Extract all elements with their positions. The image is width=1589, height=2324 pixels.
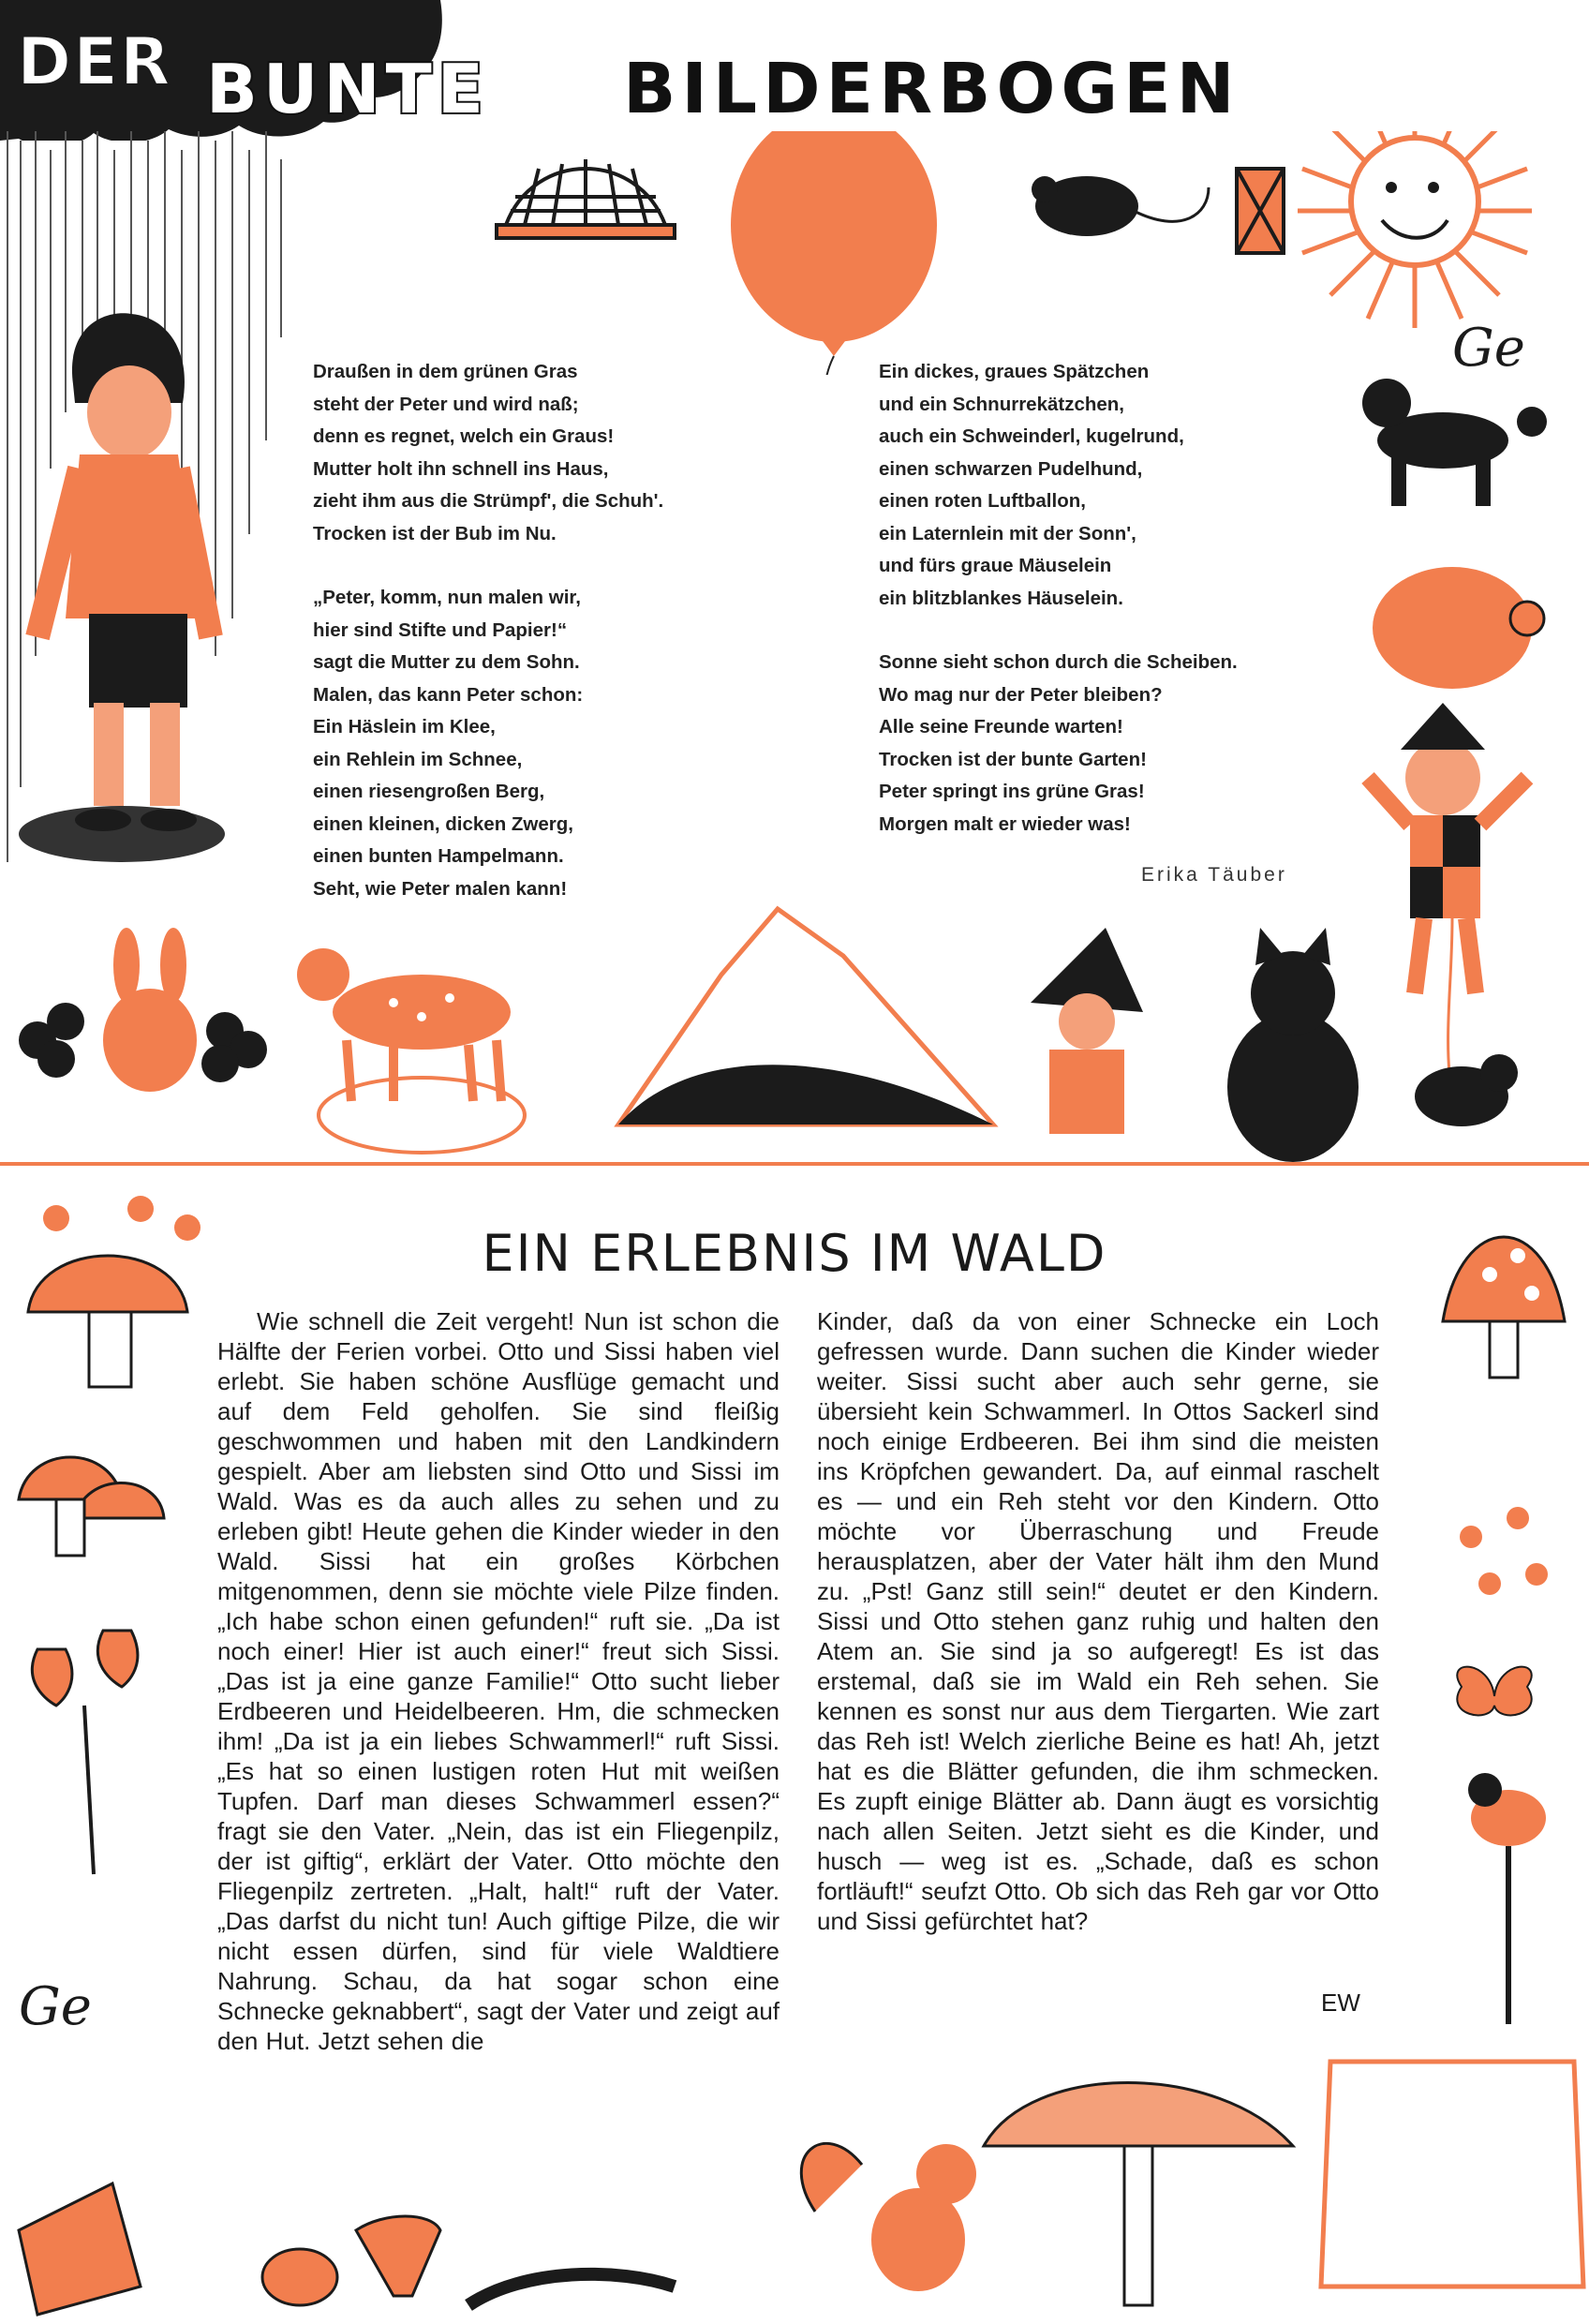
- butterfly-icon: [1457, 1667, 1531, 1716]
- poem-line: Draußen in dem grünen Gras: [313, 361, 578, 382]
- leaves-icon: [19, 2183, 141, 2315]
- story-signature: EW: [1321, 1989, 1360, 2017]
- poem-line: steht der Peter und wird naß;: [313, 393, 579, 415]
- poem-line: Seht, wie Peter malen kann!: [313, 877, 568, 900]
- bottom-illustrations: [0, 2043, 1589, 2324]
- poem-line: Wo mag nur der Peter bleiben?: [879, 683, 1163, 706]
- poem-line: ein blitzblankes Häuselein.: [879, 587, 1123, 609]
- poodle-illustration: [1362, 379, 1547, 506]
- poem-line: ein Laternlein mit der Sonn',: [879, 522, 1136, 544]
- mushroom-pair-icon: [19, 1457, 164, 1556]
- poem-line: Trocken ist der bunte Garten!: [879, 748, 1147, 770]
- story-column-2: [817, 1306, 1379, 1936]
- sun-illustration: [1298, 131, 1532, 328]
- balloon-illustration: [731, 131, 937, 375]
- poem-line: einen bunten Hampelmann.: [313, 845, 564, 867]
- monogram-top: Ge: [1452, 318, 1525, 379]
- pinecone-icon: [262, 2249, 337, 2305]
- poem-line: einen schwarzen Pudelhund,: [879, 457, 1143, 480]
- mountain-illustration: [618, 909, 993, 1125]
- poem-column-1: [313, 356, 663, 937]
- chanterelle-icon: [356, 2216, 440, 2296]
- story-column-1: [217, 1306, 780, 2056]
- poem-line: Alle seine Freunde warten!: [879, 716, 1123, 737]
- right-border-illustrations: [1405, 1181, 1589, 2024]
- poem-column-2: [879, 356, 1238, 872]
- poem-line: „Peter, komm, nun malen wir,: [313, 587, 581, 608]
- poem-line: zieht ihm aus die Strümpf', die Schuh'.: [313, 490, 664, 512]
- flower-icon: [43, 1196, 200, 1241]
- poem-stanza: [879, 647, 1238, 841]
- robin-icon: [1468, 1773, 1546, 2024]
- poem-line: Ein Häslein im Klee,: [313, 716, 496, 737]
- sparrow-illustration: [1415, 1054, 1518, 1126]
- parasol-mushroom-icon: [984, 2083, 1293, 2306]
- poem-line: Sonne sieht schon durch die Scheiben.: [879, 651, 1238, 673]
- section-divider: [0, 1162, 1589, 1166]
- lizard-icon: [468, 2274, 675, 2305]
- poem-stanza: [313, 356, 663, 550]
- rabbit-illustration: [103, 928, 197, 1092]
- poem-stanza: [879, 356, 1238, 615]
- poem-line: auch ein Schweinderl, kugelrund,: [879, 425, 1184, 447]
- fly-agaric-icon: [1443, 1237, 1565, 1378]
- fawn-illustration: [297, 948, 525, 1153]
- dwarf-illustration: [1031, 928, 1143, 1134]
- poem-line: einen riesengroßen Berg,: [313, 781, 545, 802]
- poem-line: sagt die Mutter zu dem Sohn.: [313, 651, 580, 673]
- monogram-bottom: Ge: [19, 1976, 92, 2037]
- strawberry-icon: [32, 1631, 137, 1874]
- mouse-illustration: [1032, 176, 1209, 236]
- poem-line: Morgen malt er wieder was!: [879, 812, 1131, 835]
- poem-line: einen roten Luftballon,: [879, 490, 1086, 512]
- poem-author: Erika Täuber: [1141, 864, 1287, 886]
- story-title: EIN ERLEBNIS IM WALD: [482, 1224, 1107, 1283]
- poem-line: Ein dickes, graues Spätzchen: [879, 361, 1150, 382]
- title-bunte: BUNTE: [206, 50, 489, 128]
- poem-line: Mutter holt ihn schnell ins Haus,: [313, 457, 609, 480]
- animal-band: [0, 900, 1589, 1162]
- poem-line: Trocken ist der Bub im Nu.: [313, 522, 557, 544]
- poem-line: ein Rehlein im Schnee,: [313, 748, 523, 770]
- poem-line: denn es regnet, welch ein Graus!: [313, 425, 615, 447]
- pig-illustration: [1373, 567, 1544, 689]
- cat-illustration: [1227, 928, 1359, 1162]
- tree-stump-icon: [1321, 2062, 1583, 2287]
- poem-line: und ein Schnurrekätzchen,: [879, 393, 1124, 415]
- title-bilderbogen: BILDERBOGEN: [623, 49, 1240, 129]
- left-border-illustrations: [0, 1181, 217, 2118]
- story-paragraph: Kinder, daß da von einer Schnecke ein Loch gefressen wurde. Dann suchen die Kinder wieder weiter. Sissi sucht aber auch sehr gerne, sie übersieht kein Schwammerl. In Ottos Sackerl sind noch einige Erdbeeren. Bei ihm sind die meisten ins Kröpfchen gewandert. Da, auf einmal raschelt es — und ein Reh steht vor den Kindern. Otto möchte vor Überraschung und Freude herausplatzen, aber der Vater hält ihm den Mund zu. „Pst! Ganz still sein!“ deutet er den Kindern. Sissi und Otto stehen ganz ruhig und halten den Atem an. Sie sind ja so aufgeregt! Es ist das erstemal, daß sie im Wald ein Reh sehen. Sie kennen es sonst nur aus dem Tiergarten. Wie zart das Reh ist! Welch zierliche Beine es hat! Ah, jetzt hat es die Blätter gefunden, die ihm schmecken. Es zupft einige Blätter ab. Dann äugt es vorsichtig nach allen Seiten. Jetzt sieht es die Kinder, und husch — weg ist es. „Schade, daß es schon fortläuft!“ seufzt Otto. Ob sich das Reh gar vor Otto und Sissi gefürchtet hat?: [817, 1307, 1379, 1935]
- house-illustration: [497, 159, 675, 238]
- poem-line: Malen, das kann Peter schon:: [313, 683, 584, 706]
- lantern-illustration: [1237, 169, 1284, 253]
- mushroom-icon: [28, 1256, 187, 1387]
- title-der: DER: [17, 23, 172, 100]
- squirrel-icon: [801, 2143, 976, 2291]
- poem-line: hier sind Stifte und Papier!“: [313, 618, 568, 641]
- rain-illustration: [0, 131, 309, 909]
- berry-bush-icon: [1460, 1507, 1548, 1595]
- poem-line: und fürs graue Mäuselein: [879, 555, 1112, 576]
- story-paragraph: Wie schnell die Zeit vergeht! Nun ist schon die Hälfte der Ferien vorbei. Otto und Sissi haben viel erlebt. Sie haben schöne Ausflüge gemacht und auf dem Feld geholfen. Sie sind fleißig geschwommen und haben mit den Landkindern gespielt. Aber am liebsten sind Otto und Sissi im Wald. Was es da auch alles zu sehen und zu erleben gibt! Heute gehen die Kinder wieder in den Wald. Sissi hat ein großes Körbchen mitgenommen, denn sie möchte viele Pilze finden. „Ich habe schon einen gefunden!“ ruft sie. „Da ist noch einer! Hier ist auch einer!“ freut sich Sissi. „Das ist ja eine ganze Familie!“ Otto sucht lieber Erdbeeren und Heidelbeeren. Hm, die schmecken ihm! „Da ist ja ein liebes Schwammerl!“ ruft Sissi. „Es hat so einen lustigen roten Hut mit weißen Tupfen. Darf man dieses Schwammerl essen?“ fragt sie den Vater. „Nein, das ist ein Fliegenpilz, der ist giftig“, erklärt der Vater. Otto möchte den Fliegenpilz zertreten. „Halt, halt!“ ruft der Vater. „Das darfst du nicht tun! Auch giftige Pilze, die wir nicht essen dürfen, sind für viele Waldtiere Nahrung. Schau, da hat sogar schon eine Schnecke geknabbert“, sagt der Vater und zeigt auf den Hut. Jetzt sehen die: [217, 1307, 780, 2055]
- poem-stanza: [313, 582, 663, 905]
- poem-line: einen kleinen, dicken Zwerg,: [313, 812, 573, 835]
- header-title: [0, 0, 1589, 141]
- poem-line: Peter springt ins grüne Gras!: [879, 781, 1145, 802]
